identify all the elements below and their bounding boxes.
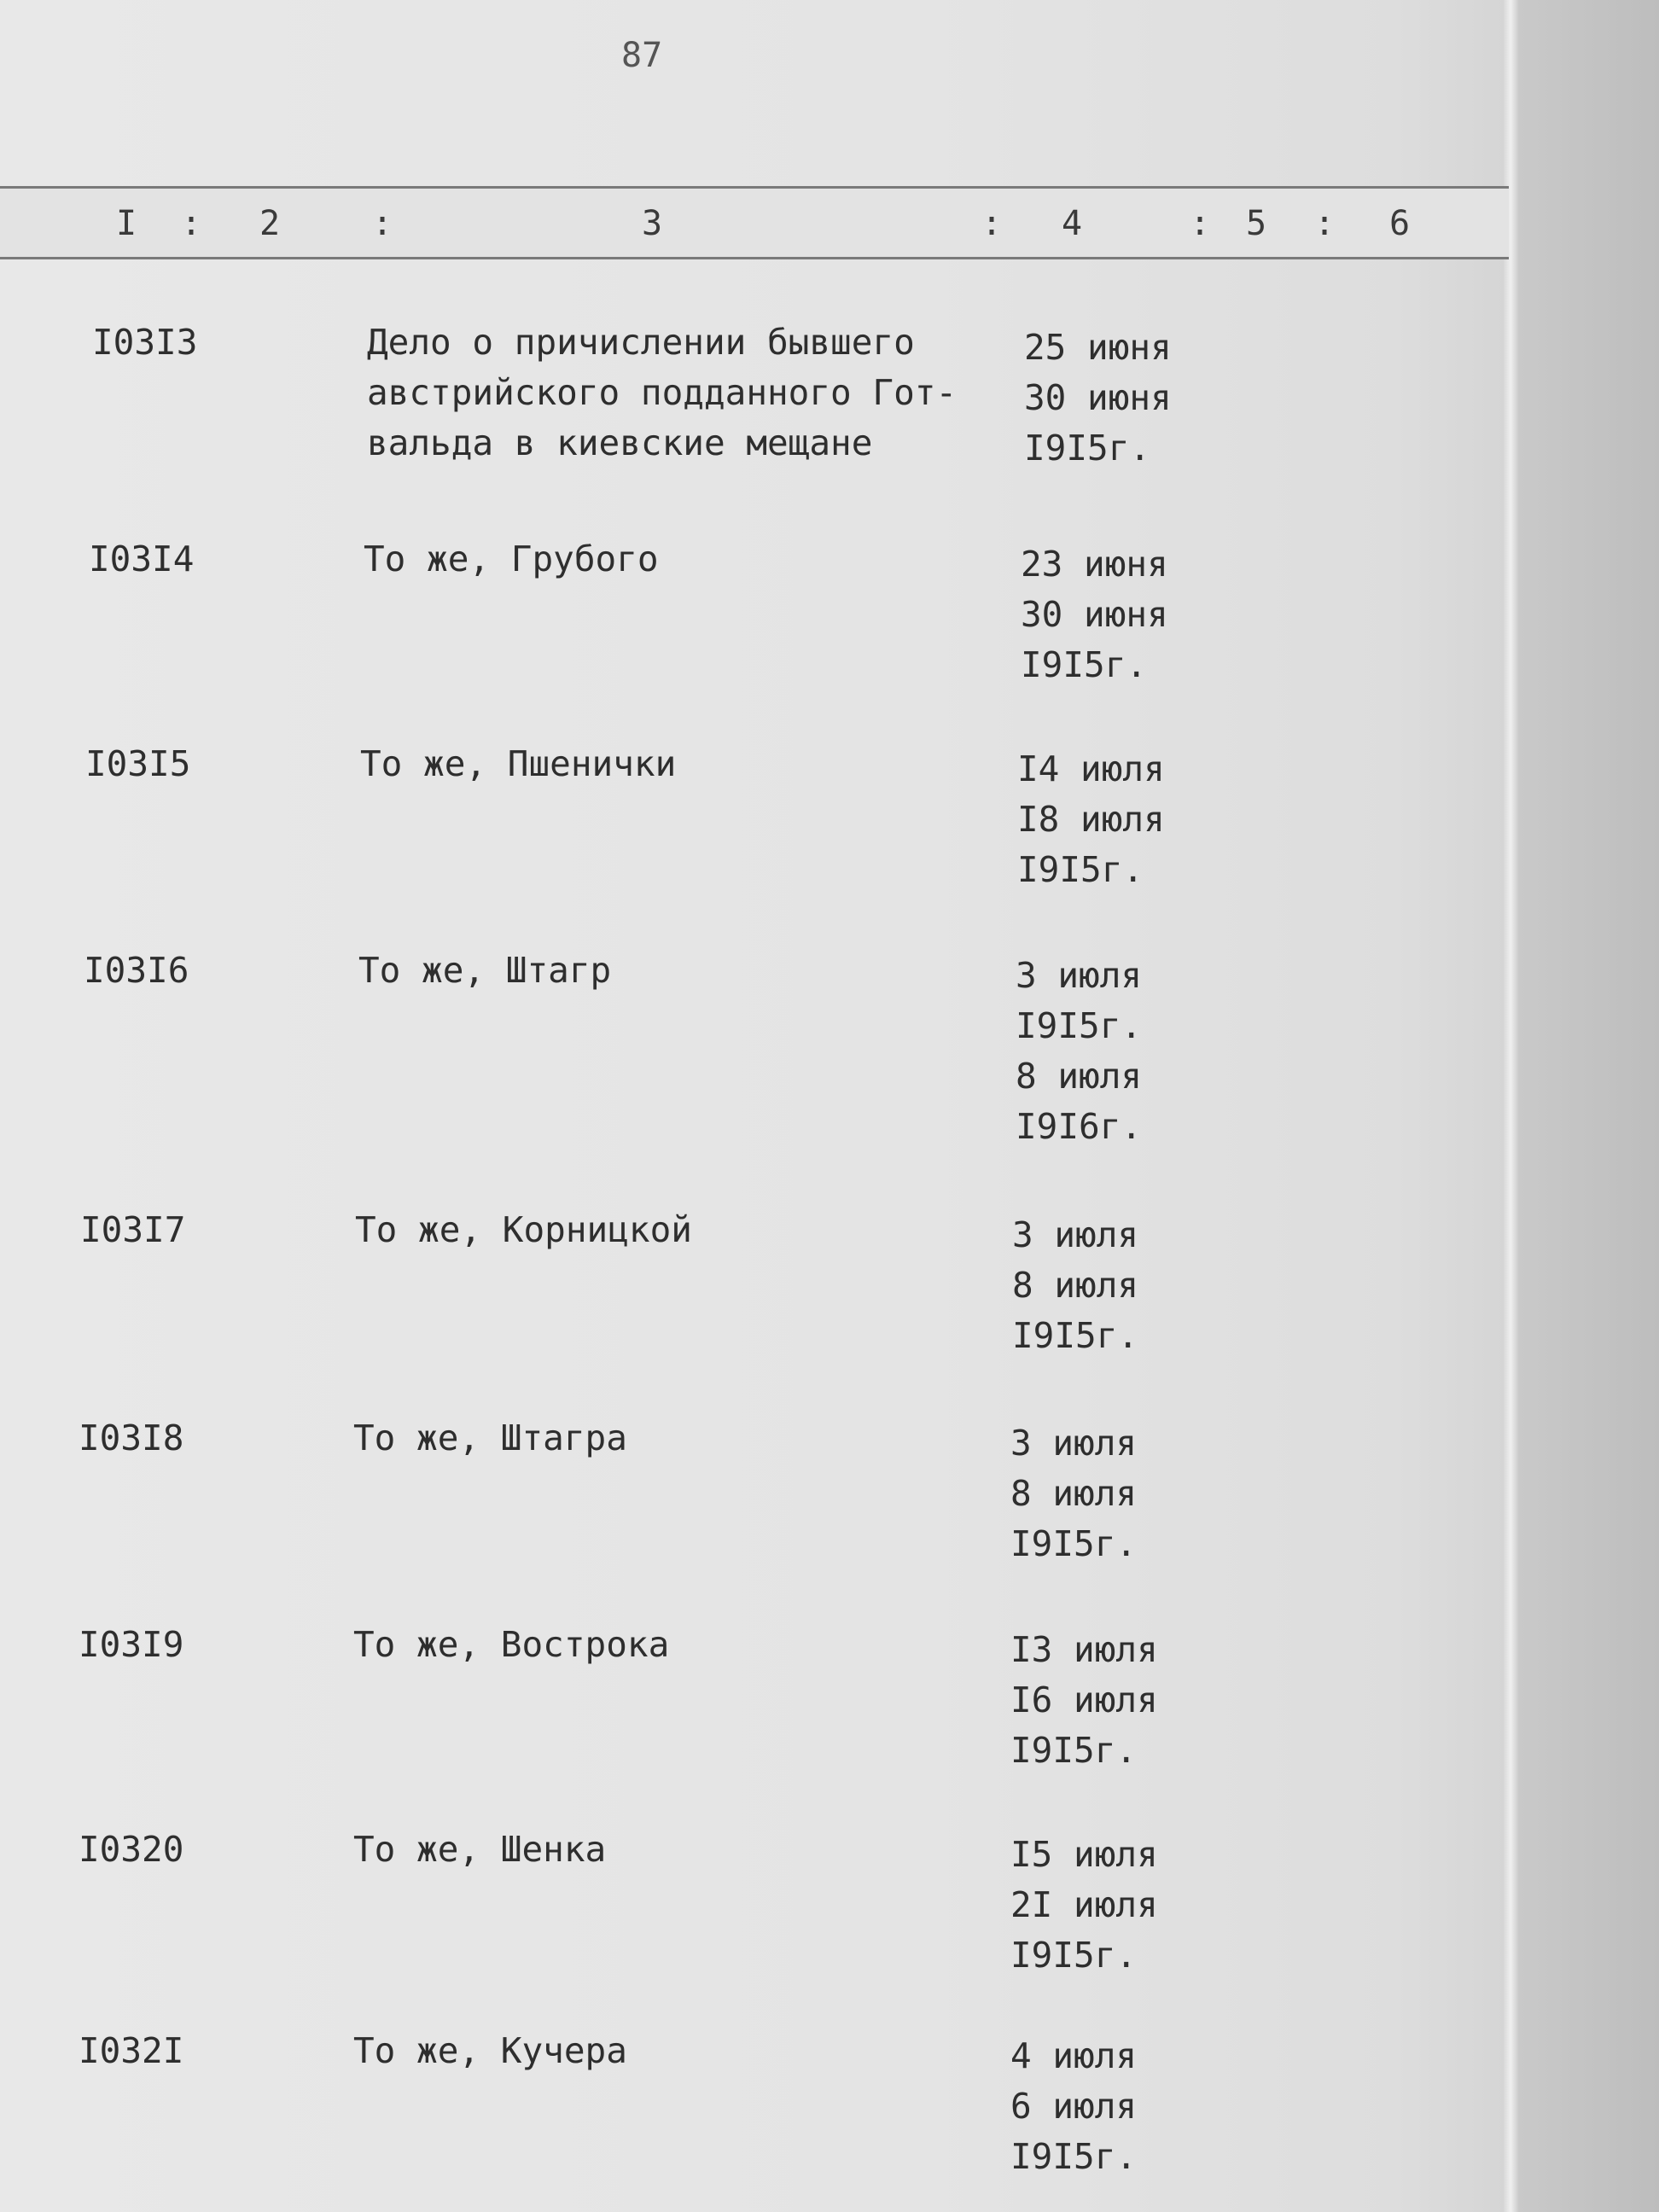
column-header-separator: : [981,204,1003,243]
column-header-4: 4 [1062,204,1083,243]
date-line: I9I5г. [1017,849,1144,890]
column-header-6: 6 [1389,204,1411,243]
date-line: 3 июля [1010,1423,1138,1464]
date-line: 8 июля [1010,1473,1138,1514]
description-line: То же, Корницкой [355,1209,692,1250]
date-line: I9I5г. [1010,1935,1138,1976]
case-description [353,1620,669,1670]
description-line: австрийского подданного Гот- [367,372,958,413]
case-number: I03I5 [85,743,191,784]
date-line: 2I июля [1010,1884,1158,1925]
column-header-1: I [116,204,137,243]
date-line: 4 июля [1010,2035,1138,2076]
case-dates [1024,323,1172,474]
date-line: 8 июля [1012,1265,1139,1306]
date-line: 6 июля [1010,2086,1138,2127]
date-line: 25 июня [1024,327,1172,368]
description-line: То же, Пшенички [360,743,677,784]
date-line: I9I5г. [1012,1315,1139,1356]
description-line: То же, Вострока [353,1624,670,1665]
case-dates [1010,1625,1158,1776]
case-description [353,1413,627,1464]
column-header-5: 5 [1246,204,1267,243]
case-description [353,1825,606,1875]
case-dates [1016,951,1142,1152]
case-number: I0320 [79,1829,184,1870]
date-line: I9I5г. [1010,1523,1138,1564]
column-header-3: 3 [642,204,663,243]
date-line: I9I5г. [1016,1005,1143,1046]
case-description [358,946,611,996]
case-description [367,317,957,469]
date-line: I9I6г. [1016,1106,1143,1147]
case-dates [1021,539,1168,690]
page-edge [1504,0,1519,2212]
date-line: I9I5г. [1010,2136,1138,2177]
case-number: I032I [79,2030,184,2071]
case-number: I03I3 [92,322,198,363]
case-dates [1017,744,1165,895]
description-line: То же, Шенка [353,1829,607,1870]
date-line: I9I5г. [1024,428,1151,469]
column-header-separator: : [1190,204,1211,243]
description-line: То же, Грубого [364,538,659,579]
column-header-row [0,186,1509,259]
date-line: I4 июля [1017,748,1165,789]
column-header-separator: : [181,204,202,243]
case-description [364,534,659,585]
background-beyond-page [1519,0,1659,2212]
date-line: 3 июля [1012,1214,1139,1255]
column-header-2: 2 [259,204,281,243]
description-line: вальда в киевские мещане [367,422,873,463]
case-dates [1010,2031,1137,2182]
case-number: I03I4 [89,538,195,579]
description-line: То же, Штагр [358,950,612,991]
description-line: То же, Кучера [353,2030,627,2071]
case-number: I03I7 [80,1209,186,1250]
case-description [355,1205,692,1255]
date-line: I9I5г. [1021,644,1148,685]
page-number: 87 [621,36,663,75]
date-line: 8 июля [1016,1056,1143,1097]
date-line: I3 июля [1010,1629,1158,1670]
column-header-separator: : [372,204,393,243]
description-line: То же, Штагра [353,1417,627,1458]
date-line: 30 июня [1021,594,1168,635]
date-line: 3 июля [1016,955,1143,996]
case-description [353,2026,627,2076]
column-header-separator: : [1314,204,1336,243]
date-line: 23 июня [1021,544,1168,585]
case-dates [1010,1418,1137,1569]
case-number: I03I8 [79,1417,184,1458]
case-number: I03I6 [84,950,189,991]
case-number: I03I9 [79,1624,184,1665]
case-description [360,739,676,789]
case-dates [1010,1830,1158,1981]
date-line: I6 июля [1010,1679,1158,1720]
case-dates [1012,1210,1138,1361]
date-line: I8 июля [1017,799,1165,840]
date-line: I5 июля [1010,1834,1158,1875]
date-line: 30 июня [1024,377,1172,418]
date-line: I9I5г. [1010,1730,1138,1771]
description-line: Дело о причислении бывшего [367,322,915,363]
